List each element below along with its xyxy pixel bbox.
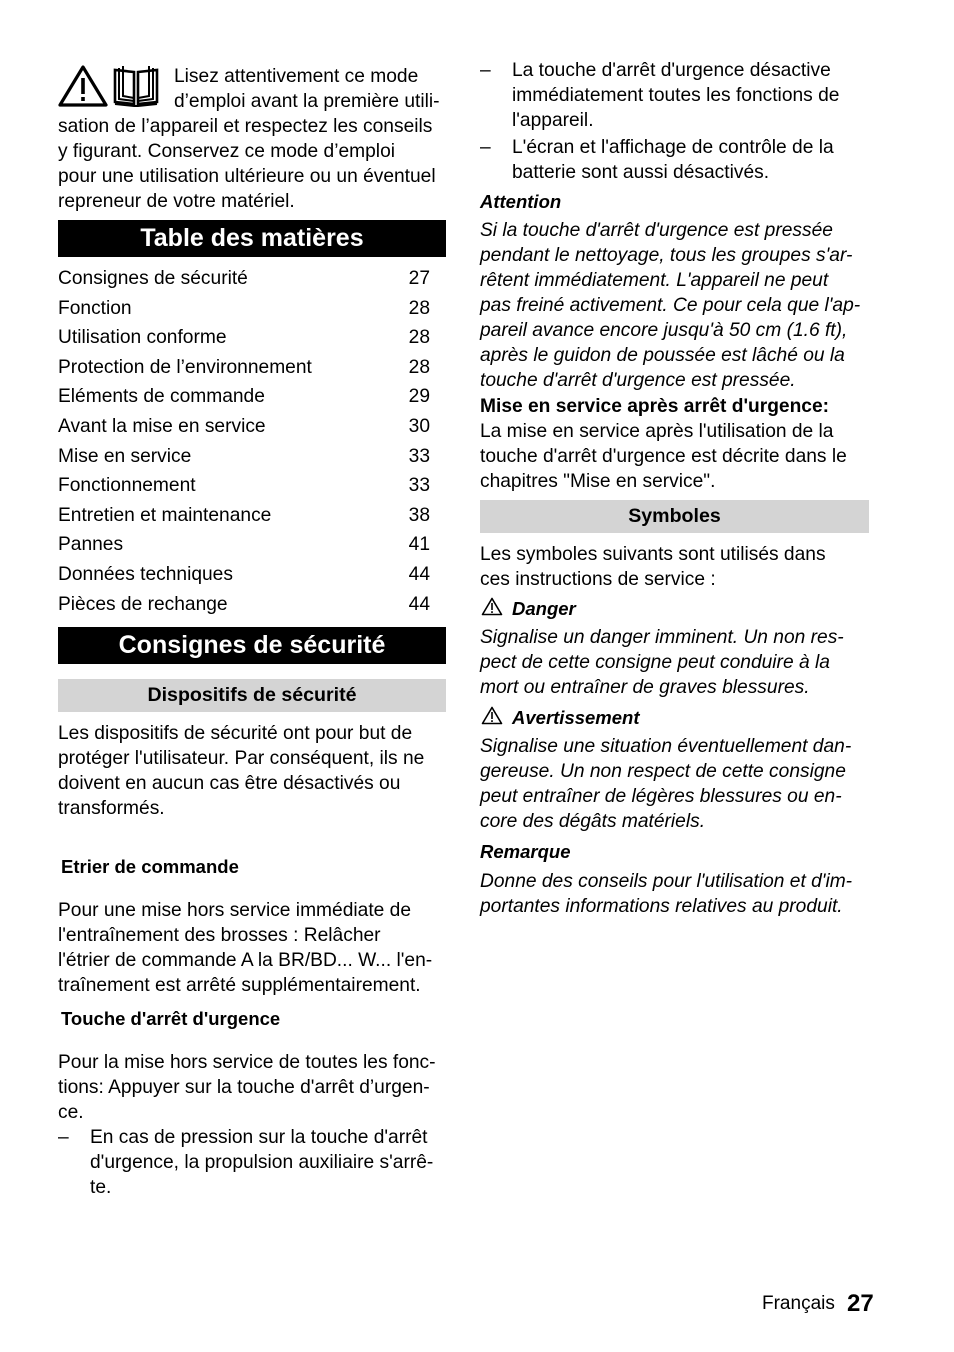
urgence-line: Pour la mise hors service de toutes les fonc- — [58, 1052, 436, 1073]
dash-bullet: – — [480, 137, 491, 158]
safety-title: Consignes de sécurité — [58, 627, 446, 664]
toc-item-label: Utilisation conforme — [58, 327, 227, 349]
devices-line: protéger l'utilisateur. Par conséquent, ils ne — [58, 748, 425, 769]
danger-line: Signalise un danger imminent. Un non res- — [480, 627, 844, 648]
attention-line: après le guidon de poussée est lâché ou la — [480, 345, 845, 366]
warning-line: core des dégâts matériels. — [480, 811, 706, 832]
toc-item-label: Fonctionnement — [58, 475, 196, 497]
bullet1-line: te. — [90, 1177, 112, 1198]
symbols-intro-line: Les symboles suivants sont utilisés dans — [480, 544, 826, 565]
toc-item-label: Entretien et maintenance — [58, 504, 272, 526]
toc-item-label: Pannes — [58, 534, 124, 556]
toc-item-label: Avant la mise en service — [58, 416, 266, 437]
intro-line: Lisez attentivement ce mode — [174, 66, 419, 87]
warning-line: Signalise une situation éventuellement dan- — [480, 736, 852, 757]
bullet1-line: d'urgence, la propulsion auxiliaire s'arrê- — [90, 1152, 434, 1173]
toc-item-page: 28 — [408, 327, 430, 349]
intro-line: sation de l’appareil et respectez les conseils — [58, 116, 433, 137]
urgence-line: tions: Appuyer sur la touche d'arrêt d’urgen- — [58, 1077, 430, 1098]
danger-title: Danger — [512, 598, 576, 619]
dash-bullet: – — [480, 60, 491, 81]
warning-line: peut entraîner de légères blessures ou en- — [480, 786, 842, 807]
etrier-line: traînement est arrêté supplémentairement. — [58, 975, 421, 996]
attention-line: pas freiné activement. Ce pour cela que l'ap- — [480, 295, 861, 316]
warning-triangle-icon — [58, 64, 108, 108]
toc-item-label: Consignes de sécurité — [58, 268, 248, 289]
danger-line: pect de cette consigne peut conduire à la — [480, 652, 830, 673]
devices-title: Dispositifs de sécurité — [58, 679, 446, 712]
warning-line: gereuse. Un non respect de cette consigne — [480, 761, 846, 782]
footer-language: Français — [762, 1293, 835, 1314]
etrier-title: Etrier de commande — [61, 856, 239, 877]
toc-item-label: Pièces de rechange — [58, 593, 228, 615]
bullet1-line: En cas de pression sur la touche d'arrêt — [90, 1127, 428, 1148]
urgence-line: ce. — [58, 1102, 84, 1123]
devices-line: Les dispositifs de sécurité ont pour but de — [58, 723, 413, 744]
toc-item-label: Mise en service — [58, 445, 192, 467]
toc-title: Table des matières — [58, 220, 446, 257]
attention-line: pareil avance encore jusqu'à 50 cm (1.6 ft), — [480, 320, 848, 341]
etrier-line: l'entraînement des brosses : Relâcher — [58, 925, 381, 946]
attention-line: Si la touche d'arrêt d'urgence est pressée — [480, 220, 833, 241]
intro-line: d’emploi avant la première utili- — [174, 91, 440, 112]
page-number: 27 — [847, 1290, 874, 1317]
bullet3-line: batterie sont aussi désactivés. — [512, 162, 770, 183]
restart-line: La mise en service après l'utilisation de la — [480, 421, 834, 442]
etrier-line: Pour une mise hors service immédiate de — [58, 900, 411, 921]
toc-item-page: 44 — [408, 593, 430, 615]
note-line: portantes informations relatives au produit. — [480, 896, 843, 917]
toc-item-page: 30 — [408, 416, 430, 437]
intro-icons — [58, 64, 162, 108]
intro-line: repreneur de votre matériel. — [58, 191, 295, 212]
attention-title: Attention — [480, 191, 562, 212]
toc-item-page: 29 — [408, 386, 430, 408]
dash-bullet: – — [58, 1127, 69, 1148]
toc-item-label: Protection de l’environnement — [58, 356, 312, 378]
intro-line: pour une utilisation ultérieure ou un éventuel — [58, 166, 436, 187]
attention-line: touche d'arrêt d'urgence est pressée. — [480, 370, 796, 391]
intro-line: y figurant. Conservez ce mode d’emploi — [58, 141, 396, 162]
urgence-title: Touche d'arrêt d'urgence — [61, 1008, 281, 1029]
note-line: Donne des conseils pour l'utilisation et d'im- — [480, 871, 853, 892]
bullet3-line: L'écran et l'affichage de contrôle de la — [512, 137, 834, 158]
symbols-title: Symboles — [480, 500, 869, 533]
attention-line: rêtent immédiatement. L'appareil ne peut — [480, 270, 829, 291]
restart-line: touche d'arrêt d'urgence est décrite dans le — [480, 446, 847, 467]
toc-item-label: Fonction — [58, 297, 132, 319]
restart-title: Mise en service après arrêt d'urgence: — [480, 396, 830, 417]
restart-line: chapitres "Mise en service". — [480, 471, 716, 492]
toc-item-page: 28 — [408, 297, 430, 319]
note-title: Remarque — [480, 841, 571, 862]
toc-item-page: 33 — [408, 475, 430, 497]
warning-title: Avertissement — [512, 707, 640, 728]
bullet2-line: La touche d'arrêt d'urgence désactive — [512, 60, 831, 81]
devices-line: transformés. — [58, 798, 165, 819]
danger-line: mort ou entraîner de graves blessures. — [480, 677, 810, 698]
warning-triangle-icon — [481, 706, 503, 725]
toc-item-label: Données techniques — [58, 564, 233, 585]
toc-item-page: 28 — [408, 356, 430, 378]
bullet2-line: l'appareil. — [512, 110, 594, 131]
toc-item-label: Eléments de commande — [58, 386, 265, 408]
devices-line: doivent en aucun cas être désactivés ou — [58, 773, 401, 794]
toc-item-page: 27 — [408, 268, 430, 289]
toc-item-page: 44 — [408, 564, 430, 585]
toc-item-page: 38 — [408, 504, 430, 526]
etrier-line: l'étrier de commande A la BR/BD... W... l'en- — [58, 950, 433, 971]
warning-triangle-icon — [481, 597, 503, 616]
manual-book-icon — [112, 64, 160, 108]
toc-item-page: 33 — [408, 445, 430, 467]
toc-item-page: 41 — [408, 534, 430, 556]
bullet2-line: immédiatement toutes les fonctions de — [512, 85, 840, 106]
attention-line: pendant le nettoyage, tous les groupes s'ar- — [480, 245, 853, 266]
symbols-intro-line: ces instructions de service : — [480, 569, 716, 590]
